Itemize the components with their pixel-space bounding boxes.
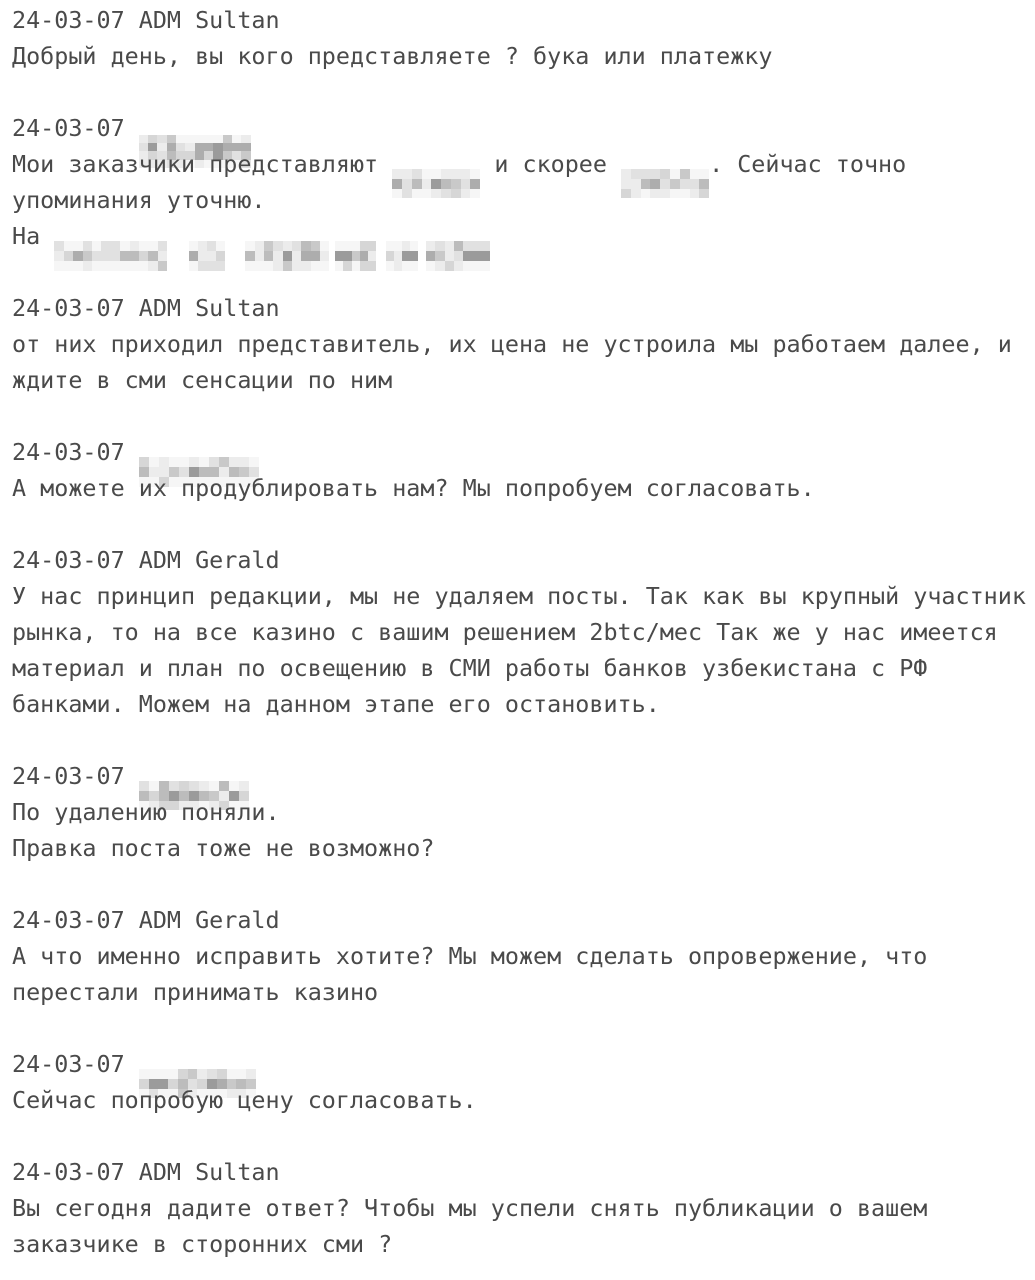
message-line <box>12 794 1035 830</box>
redaction-gap <box>225 243 245 244</box>
message-line <box>12 146 1035 182</box>
message-text: 24-03-07 <box>12 438 139 466</box>
message-text: рынка, то на все казино с вашим решением 2btc/мес Так же у нас имеется <box>12 618 998 646</box>
message-text: ждите в сми сенсации по ним <box>12 366 393 394</box>
chat-message <box>12 1154 1035 1262</box>
message-text: Вы сегодня дадите ответ? Чтобы мы успели снять публикации о вашем <box>12 1194 928 1222</box>
message-text: У нас принцип редакции, мы не удаляем посты. Так как вы крупный участник <box>12 582 1026 610</box>
chat-message <box>12 2 1035 74</box>
message-text: А можете их продублировать нам? Мы попробуем согласовать. <box>12 474 815 502</box>
message-header <box>12 902 1035 938</box>
message-text: 24-03-07 <box>12 762 139 790</box>
message-text: А что именно исправить хотите? Мы можем сделать опровержение, что <box>12 942 928 970</box>
message-text: 24-03-07 ADM Sultan <box>12 1158 280 1186</box>
message-text: . Сейчас точно <box>709 150 907 178</box>
message-text: 24-03-07 ADM Sultan <box>12 6 280 34</box>
message-line <box>12 1082 1035 1118</box>
redacted-text <box>392 169 480 198</box>
message-line <box>12 578 1035 614</box>
redacted-text <box>245 241 329 271</box>
message-line <box>12 326 1035 362</box>
message-line <box>12 38 1035 74</box>
message-header <box>12 2 1035 38</box>
message-text: и скорее <box>480 150 622 178</box>
message-text: Сейчас попробую цену согласовать. <box>12 1086 477 1114</box>
message-line <box>12 362 1035 398</box>
chat-message <box>12 290 1035 398</box>
message-line <box>12 182 1035 218</box>
message-text: заказчике в сторонних сми ? <box>12 1230 393 1258</box>
message-text: материал и план по освещению в СМИ работы банков узбекистана с РФ <box>12 654 928 682</box>
message-header <box>12 1046 1035 1082</box>
message-text: от них приходил представитель, их цена не устроила мы работаем далее, и <box>12 330 1012 358</box>
message-text: Правка поста тоже не возможно? <box>12 834 435 862</box>
redacted-text <box>189 241 225 271</box>
message-line <box>12 1226 1035 1262</box>
redacted-text <box>335 241 376 271</box>
message-text: 24-03-07 ADM Gerald <box>12 546 280 574</box>
redaction-gap <box>418 243 426 244</box>
chat-message <box>12 1046 1035 1118</box>
message-line <box>12 650 1035 686</box>
message-line <box>12 938 1035 974</box>
message-text: На <box>12 222 55 250</box>
message-header <box>12 542 1035 578</box>
redaction-gap <box>376 243 386 244</box>
message-text: Мои заказчики представляют <box>12 150 393 178</box>
chat-message <box>12 542 1035 722</box>
message-text: По удалению поняли. <box>12 798 280 826</box>
redacted-text <box>621 169 709 198</box>
message-header <box>12 434 1035 470</box>
message-text: упоминания уточню. <box>12 186 266 214</box>
chat-message <box>12 758 1035 866</box>
message-text: перестали принимать казино <box>12 978 379 1006</box>
message-line <box>12 470 1035 506</box>
message-text: банками. Можем на данном этапе его остановить. <box>12 690 660 718</box>
message-header <box>12 290 1035 326</box>
message-header <box>12 1154 1035 1190</box>
redacted-text <box>386 241 418 271</box>
message-line <box>12 686 1035 722</box>
message-header <box>12 758 1035 794</box>
redacted-text <box>54 241 167 271</box>
message-line <box>12 614 1035 650</box>
message-text: 24-03-07 <box>12 114 139 142</box>
message-text: 24-03-07 <box>12 1050 139 1078</box>
chat-message <box>12 434 1035 506</box>
redaction-gap <box>167 243 189 244</box>
message-line <box>12 974 1035 1010</box>
message-header <box>12 110 1035 146</box>
message-line <box>12 218 1035 254</box>
chat-message <box>12 902 1035 1010</box>
message-text: Добрый день, вы кого представляете ? бука или платежку <box>12 42 773 70</box>
message-text: 24-03-07 ADM Sultan <box>12 294 280 322</box>
chat-message <box>12 110 1035 254</box>
message-line <box>12 1190 1035 1226</box>
message-line <box>12 830 1035 866</box>
redacted-text <box>426 241 490 271</box>
message-text: 24-03-07 ADM Gerald <box>12 906 280 934</box>
